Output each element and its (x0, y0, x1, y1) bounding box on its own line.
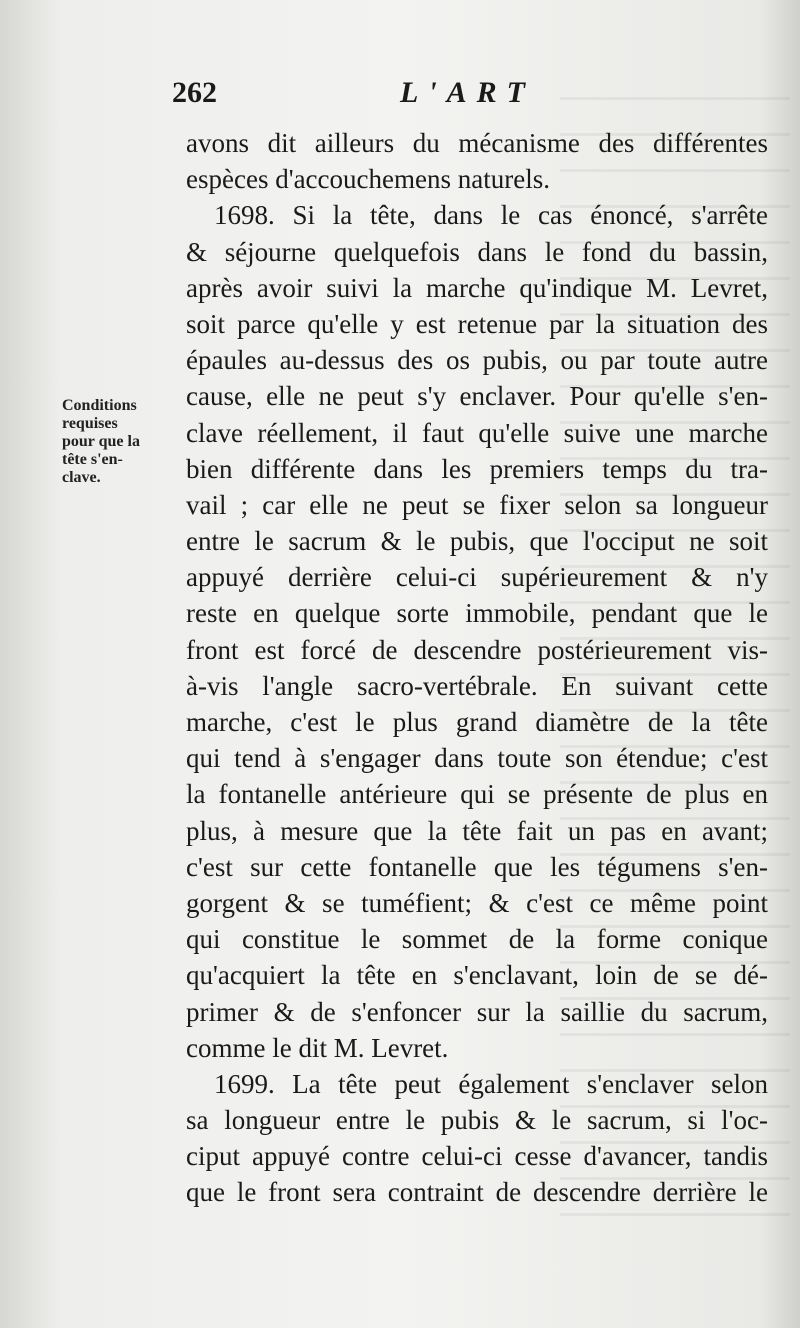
running-title: L'ART (400, 76, 536, 109)
text-line: à-vis l'angle sacro-vertébrale. En suivant cette (186, 670, 768, 701)
text-line: la fontanelle antérieure qui se présente de plus en (186, 779, 768, 810)
text-line: cause, elle ne peut s'y enclaver. Pour qu'elle s'en- (186, 381, 768, 412)
text-line: bien différente dans les premiers temps du tra- (186, 453, 768, 484)
text-line: gorgent & se tuméfient; & c'est ce même point (186, 887, 768, 918)
text-line: reste en quelque sorte immobile, pendant que le (186, 598, 768, 629)
text-line: c'est sur cette fontanelle que les tégumens s'en- (186, 851, 768, 882)
margin-note-line: clave. (62, 469, 101, 486)
margin-note-line: pour que la (62, 433, 140, 450)
text-line: 1699. La tête peut également s'enclaver selon (214, 1068, 768, 1099)
text-line: clave réellement, il faut qu'elle suive une marche (186, 417, 768, 448)
text-line: avons dit ailleurs du mécanisme des différentes (186, 128, 768, 158)
text-line: 1698. Si la tête, dans le cas énoncé, s'arrête (214, 200, 768, 231)
body-text (186, 125, 768, 1211)
text-line: après avoir suivi la marche qu'indique M. Levret, (186, 272, 768, 303)
text-line: qu'acquiert la tête en s'enclavant, loin de se dé- (186, 960, 768, 991)
text-line: & séjourne quelquefois dans le fond du bassin, (186, 236, 768, 267)
text-line: ciput appuyé contre celui-ci cesse d'avancer, tandis (186, 1141, 768, 1172)
text-line: espèces d'accouchemens naturels. (186, 164, 550, 195)
margin-note-line: requises (62, 415, 118, 432)
text-line: sa longueur entre le pubis & le sacrum, si l'oc- (186, 1105, 768, 1136)
text-line: appuyé derrière celui-ci supérieurement & n'y (186, 562, 768, 593)
text-line: entre le sacrum & le pubis, que l'occiput ne soit (186, 526, 768, 557)
page-number: 262 (172, 76, 217, 109)
text-line: soit parce qu'elle y est retenue par la situation des (186, 308, 768, 339)
text-line: plus, à mesure que la tête fait un pas en avant; (186, 815, 768, 846)
text-line: primer & de s'enfoncer sur la saillie du sacrum, (186, 996, 768, 1027)
margin-note-line: tête s'en- (62, 451, 123, 468)
text-line: comme le dit M. Levret. (186, 1032, 449, 1063)
text-line: qui constitue le sommet de la forme conique (186, 924, 768, 955)
text-line: marche, c'est le plus grand diamètre de la tête (186, 707, 768, 737)
page-header (172, 76, 762, 120)
text-line: front est forcé de descendre postérieurement vis- (186, 634, 768, 665)
text-line: que le front sera contraint de descendre derrière le (186, 1177, 768, 1208)
text-line: vail ; car elle ne peut se fixer selon sa longueur (186, 489, 768, 520)
margin-note (62, 397, 180, 487)
text-line: qui tend à s'engager dans toute son étendue; c'est (186, 743, 768, 774)
margin-note-line: Conditions (62, 397, 137, 414)
text-line: épaules au-dessus des os pubis, ou par toute autre (186, 345, 768, 376)
